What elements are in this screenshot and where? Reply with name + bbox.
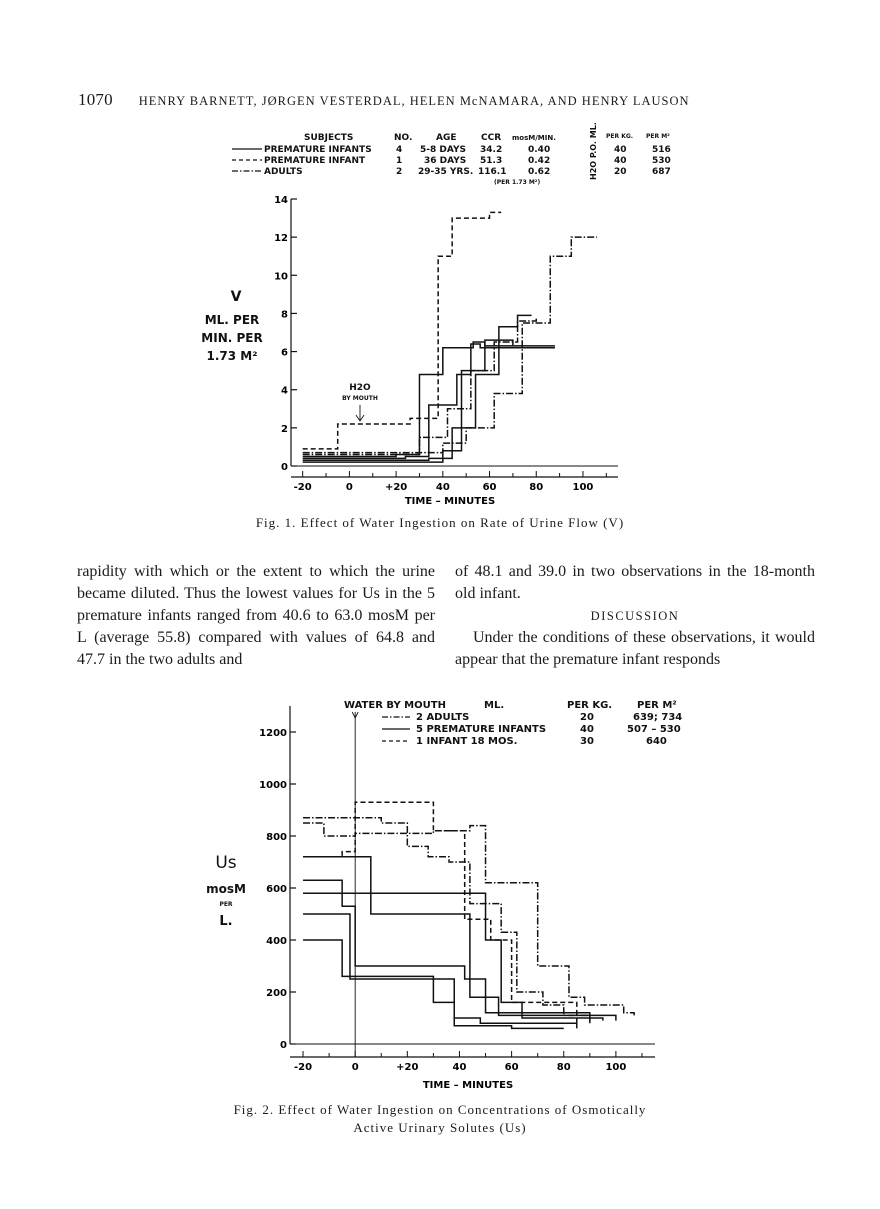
- fig2-ylabel-per: PER: [219, 901, 233, 908]
- fig1-legend-perm2-1: 516: [652, 145, 671, 155]
- fig2-x-tick-label: 40: [452, 1062, 467, 1073]
- fig2-series-8: [303, 818, 590, 1021]
- fig2-ylabel-us: Us: [215, 853, 237, 873]
- fig2-x-tick-label: 0: [351, 1062, 359, 1073]
- fig1-x-tick-label: +20: [384, 482, 408, 493]
- fig2-legend-perkg-3: 30: [580, 736, 594, 747]
- fig2-legend-perm2-2: 507 – 530: [627, 724, 681, 735]
- fig1-y-tick-label: 2: [281, 423, 288, 435]
- fig2-x-tick-label: -20: [293, 1062, 313, 1073]
- fig1-series-4: [303, 340, 513, 462]
- fig2-caption-line1: Fig. 2. Effect of Water Ingestion on Concentrations of Osmotically: [233, 1102, 647, 1117]
- fig2-x-tick-label: 60: [504, 1062, 519, 1073]
- fig2-y-tick-label: 0: [280, 1040, 287, 1051]
- left-paragraph: rapidity with which or the extent to which the urine became diluted. Thus the lowest values for Us in the 5 premature infants ranged from 40.6 to 63.0 mosM per L (average 55.8) compared with values of 64.8 and 47.7 in the two adults and: [77, 563, 435, 668]
- fig1-legend-mosm-2: 0.42: [528, 156, 551, 166]
- fig1-legend-perm2-2: 530: [652, 156, 671, 166]
- fig2-series-2: [303, 893, 603, 1020]
- fig1-legend-mosm-3: 0.62: [528, 167, 551, 177]
- fig2-legend-subject-1: 2 ADULTS: [416, 712, 470, 723]
- fig1-legend-h2o-label: H2O P.O. ML.: [589, 122, 598, 180]
- fig1-caption: Fig. 1. Effect of Water Ingestion on Rate of Urine Flow (V): [255, 515, 625, 530]
- fig1-legend-perm2-3: 687: [652, 167, 671, 177]
- fig1-xlabel: TIME – MINUTES: [404, 496, 496, 507]
- fig1-legend-age-1: 5-8 DAYS: [420, 145, 466, 155]
- fig2-ylabel-l: L.: [219, 914, 233, 929]
- left-text-column: [77, 561, 435, 671]
- fig2-y-tick-label: 600: [266, 884, 287, 895]
- right-paragraph: of 48.1 and 39.0 in two observations in the 18-month old infant.: [455, 563, 815, 602]
- fig1-legend-age-2: 36 DAYS: [424, 156, 467, 166]
- fig1-legend-perkg-2: 40: [614, 156, 627, 166]
- fig1-legend-subject-2: PREMATURE INFANT: [264, 156, 366, 166]
- fig2-y-tick-label: 1000: [259, 780, 287, 791]
- fig2-series-7: [303, 823, 634, 1015]
- fig1-x-tick-label: 0: [345, 482, 353, 493]
- fig2-series-6: [303, 802, 577, 1023]
- fig2-x-tick-label: 100: [605, 1062, 627, 1073]
- fig2-legend-header-perkg: PER KG.: [567, 700, 613, 711]
- fig2-legend-perkg-2: 40: [580, 724, 594, 735]
- fig1-y-tick-label: 8: [281, 309, 288, 321]
- fig1-x-tick-label: 100: [572, 482, 594, 493]
- fig1-series-5: [303, 212, 502, 448]
- right-text-column: [455, 561, 815, 671]
- fig1-legend-header-perkg: PER KG.: [606, 133, 634, 140]
- fig1-legend-header-mosm: mosM/MIN.: [512, 134, 556, 142]
- fig1-ylabel-line3: MIN. PER: [201, 331, 263, 345]
- fig1-y-tick-label: 14: [274, 195, 288, 206]
- fig1-legend-header-perm2: PER M²: [646, 133, 670, 140]
- discussion-paragraph: Under the conditions of these observations, it would appear that the premature infant responds: [455, 629, 815, 668]
- fig2-y-tick-label: 800: [266, 832, 287, 843]
- fig1-x-tick-label: 40: [435, 482, 450, 493]
- fig2-ylabel-mosm: mosM: [206, 882, 246, 896]
- fig1-x-tick-label: 80: [529, 482, 544, 493]
- fig1-y-tick-label: 10: [274, 271, 288, 283]
- page-number: 1070: [78, 90, 113, 109]
- fig1-legend-header-subjects: SUBJECTS: [304, 133, 354, 143]
- fig1-ylabel-line2: ML. PER: [204, 313, 260, 327]
- fig1-y-tick-label: 12: [274, 233, 288, 245]
- fig2-series-3: [303, 880, 590, 1023]
- fig1-legend-header-ccr: CCR: [481, 133, 502, 143]
- fig1-series-3: [303, 315, 532, 460]
- figure-1-chart: [0, 0, 880, 540]
- fig2-y-tick-label: 1200: [259, 728, 287, 739]
- section-heading-discussion: DISCUSSION: [590, 609, 680, 623]
- fig1-y-tick-label: 6: [281, 347, 288, 359]
- figure-1: [0, 0, 880, 540]
- fig2-x-tick-label: 80: [556, 1062, 571, 1073]
- fig2-y-tick-label: 400: [266, 936, 287, 947]
- fig1-legend-perkg-3: 20: [614, 167, 627, 177]
- author-line: HENRY BARNETT, JØRGEN VESTERDAL, HELEN McNAMARA, AND HENRY LAUSON: [138, 94, 690, 108]
- fig1-x-tick-label: -20: [293, 482, 312, 493]
- fig1-legend-age-3: 29-35 YRS.: [418, 167, 474, 177]
- fig2-legend-header-water: WATER BY MOUTH: [344, 700, 446, 711]
- fig2-legend-header-ml: ML.: [484, 700, 505, 711]
- fig1-legend-no-3: 2: [396, 167, 403, 177]
- fig2-legend-subject-2: 5 PREMATURE INFANTS: [416, 724, 547, 735]
- fig1-legend-ccr-2: 51.3: [480, 156, 503, 166]
- fig2-legend-header-perm2: PER M²: [637, 700, 677, 711]
- fig2-y-tick-label: 200: [266, 988, 287, 999]
- fig1-ylabel-v: V: [230, 289, 242, 305]
- fig2-legend-perkg-1: 20: [580, 712, 594, 723]
- fig1-legend-no-2: 1: [396, 156, 403, 166]
- fig1-legend-ccr-1: 34.2: [480, 145, 503, 155]
- fig2-legend-perm2-3: 640: [646, 736, 667, 747]
- fig1-series-7: [303, 237, 597, 453]
- fig2-caption-line2: Active Urinary Solutes (Us): [353, 1120, 527, 1135]
- fig2-xlabel: TIME – MINUTES: [422, 1080, 514, 1091]
- fig2-series-1: [303, 857, 616, 1021]
- fig1-legend-header-no: NO.: [394, 133, 413, 143]
- fig1-annotation-h2o: H2O: [349, 383, 371, 393]
- fig1-legend-no-1: 4: [396, 145, 403, 155]
- fig1-legend-perkg-1: 40: [614, 145, 627, 155]
- fig2-legend-perm2-1: 639; 734: [633, 712, 683, 723]
- fig1-x-tick-label: 60: [482, 482, 497, 493]
- fig1-series-2: [303, 344, 555, 458]
- fig2-series-4: [303, 914, 577, 1028]
- fig2-water-arrowhead: [352, 712, 358, 718]
- fig1-ylabel-line4: 1.73 M²: [206, 349, 258, 363]
- fig1-y-tick-label: 4: [281, 385, 288, 397]
- fig1-legend-header-age: AGE: [436, 133, 457, 143]
- fig1-legend-subject-1: PREMATURE INFANTS: [264, 145, 372, 155]
- fig1-legend-ccr-3: 116.1: [478, 167, 507, 177]
- fig1-legend-subject-3: ADULTS: [264, 167, 303, 177]
- fig1-annotation-by-mouth: BY MOUTH: [342, 395, 378, 402]
- fig1-legend-ccr-note: (PER 1.73 M²): [494, 179, 541, 186]
- fig2-legend-subject-3: 1 INFANT 18 MOS.: [416, 736, 518, 747]
- fig1-legend-mosm-1: 0.40: [528, 145, 551, 155]
- fig2-series-5: [303, 940, 564, 1028]
- fig2-x-tick-label: +20: [396, 1062, 419, 1073]
- fig1-y-tick-label: 0: [281, 462, 288, 473]
